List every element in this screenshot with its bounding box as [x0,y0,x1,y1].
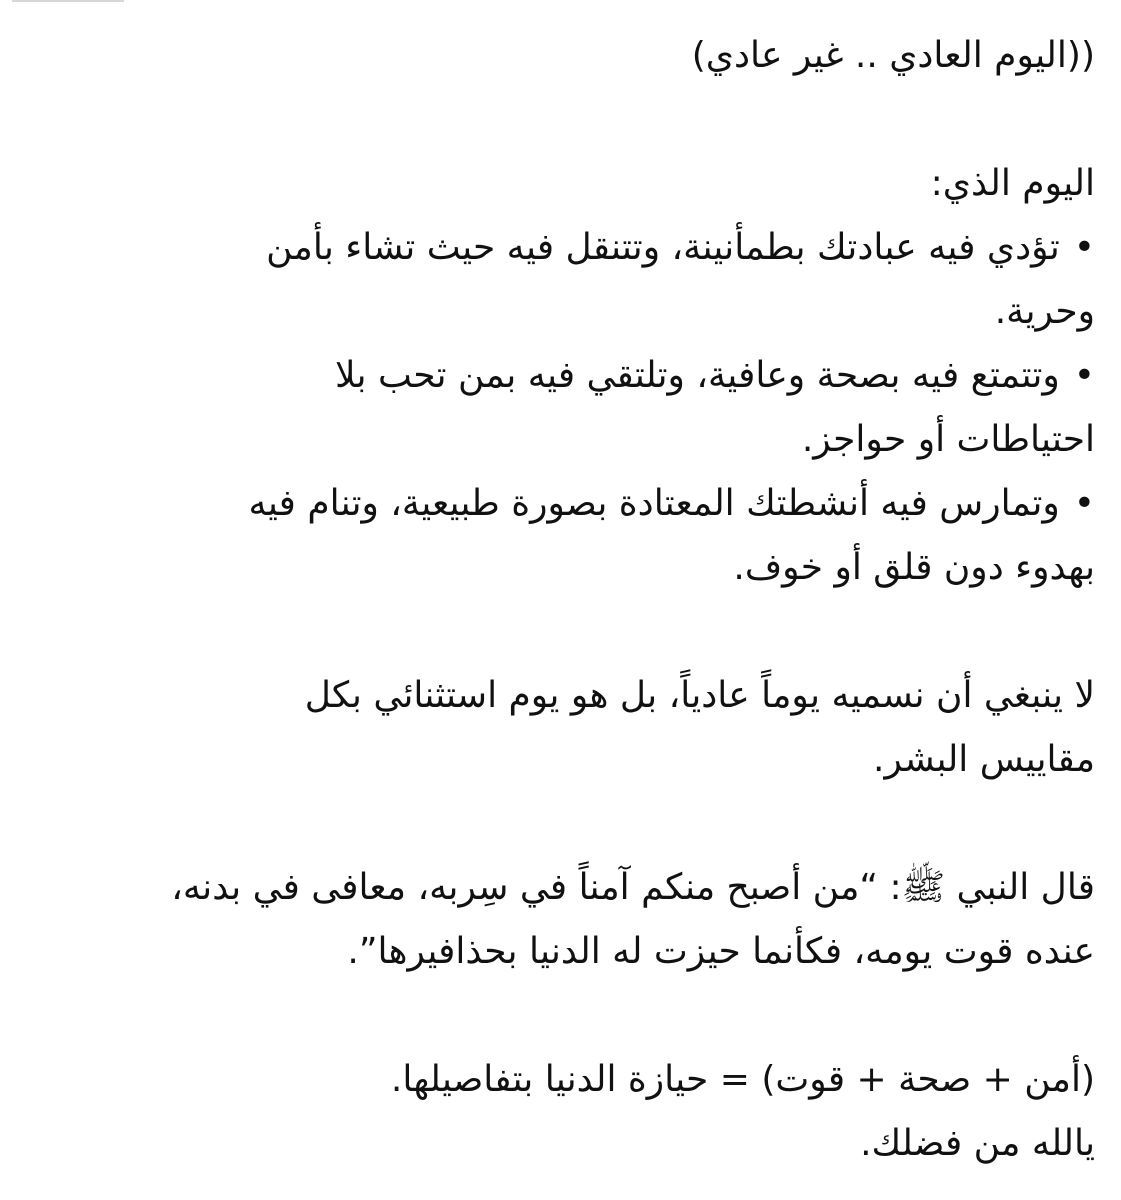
bullet-item-2 [40,344,1095,472]
bullet-line-1 [40,472,1095,536]
bullet-line-2: وحرية. [994,291,1095,332]
statement-line-1: لا ينبغي أن نسميه يوماً عادياً، بل هو يوم استثنائي بكل [304,675,1095,716]
bullet-line-1 [40,344,1095,408]
spacer [40,984,1095,1048]
statement-line-2: مقاييس البشر. [873,739,1095,780]
spacer [40,792,1095,856]
equation-line: (أمن + صحة + قوت) = حيازة الدنيا بتفاصيلها. [390,1059,1095,1100]
intro-line: اليوم الذي: [930,163,1095,204]
hadith-line-1: قال النبي ﷺ: “من أصبح منكم آمناً في سِربه، معافى في بدنه، [171,867,1095,908]
bullet-item-1 [40,216,1095,344]
bullet-marker: • [1073,227,1095,268]
spacer [40,600,1095,664]
bullet-marker: • [1073,355,1095,396]
bullet-line-1 [40,216,1095,280]
bullet-text: وتتمتع فيه بصحة وعافية، وتلتقي فيه بمن تحب بلا [335,355,1060,396]
hadith-line-2: عنده قوت يومه، فكأنما حيزت له الدنيا بحذافيرها”. [347,931,1095,972]
bullet-line-2: احتياطات أو حواجز. [801,419,1095,460]
bullet-text: وتمارس فيه أنشطتك المعتادة بصورة طبيعية، وتنام فيه [248,483,1060,524]
bullet-line-2: بهدوء دون قلق أو خوف. [733,547,1095,588]
spacer [40,88,1095,152]
bullet-marker: • [1073,483,1095,524]
post-title: ((اليوم العادي .. غير عادي) [691,35,1095,76]
top-divider [12,0,124,2]
closing-line: يالله من فضلك. [860,1123,1095,1164]
bullet-item-3 [40,472,1095,600]
bullet-text: تؤدي فيه عبادتك بطمأنينة، وتتنقل فيه حيث تشاء بأمن [266,227,1060,268]
